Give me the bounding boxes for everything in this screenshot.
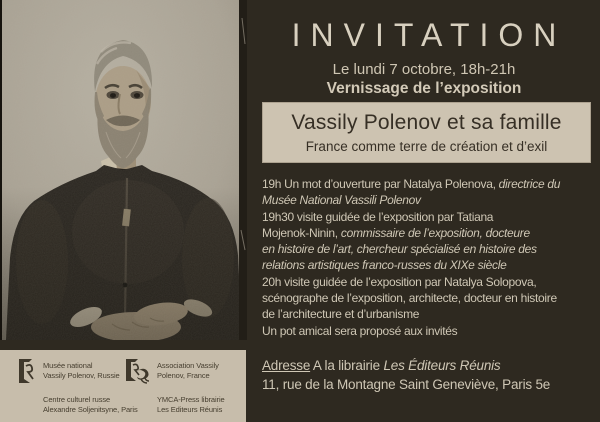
event-date: Le lundi 7 octobre, 18h-21h xyxy=(332,61,516,78)
program-line: de l’architecture et d’urbanisme xyxy=(262,307,420,322)
partner-ymca-press: YMCA-Press librairie Les Editeurs Réunis xyxy=(157,395,225,414)
address-line1: Adresse A la librairie Les Éditeurs Réunis xyxy=(262,358,501,373)
invitation-title: INVITATION xyxy=(291,17,567,53)
partner-centre-culturel: Centre culturel russe Alexandre Soljenitsyne, Paris xyxy=(43,395,138,414)
program-line: 20h visite guidée de l’exposition par Natalya Solopova, xyxy=(262,274,537,289)
partner-association: Association Vassily Polenov, France xyxy=(157,361,219,380)
address-label: Adresse xyxy=(262,358,311,373)
header xyxy=(248,0,600,98)
polenov-museum-logo xyxy=(15,357,39,385)
program-line: scénographe de l’exposition, architecte, docteur en histoire xyxy=(262,291,557,306)
portrait-photo xyxy=(0,0,247,340)
program-line: 19h30 visite guidée de l’exposition par Tatiana xyxy=(262,209,494,224)
partners-strip xyxy=(0,350,246,422)
program-line: Un pot amical sera proposé aux invités xyxy=(262,323,458,338)
program-line: Musée National Vassili Polenov xyxy=(262,193,421,208)
exhibition-title-box xyxy=(262,102,591,163)
program-line: relations artistiques franco-russes du XIXe siècle xyxy=(262,258,507,273)
exhibition-title: Vassily Polenov et sa famille xyxy=(291,111,562,134)
venue-name: Les Éditeurs Réunis xyxy=(383,358,501,373)
event-subtitle: Vernissage de l’exposition xyxy=(326,80,522,97)
program-line: en histoire de l’art, chercheur spécialisé en histoire des xyxy=(262,242,537,257)
program-line: 19h Un mot d’ouverture par Natalya Polenova, directrice du xyxy=(262,177,561,191)
exhibition-subtitle: France comme terre de création et d’exil xyxy=(305,139,548,154)
association-polenov-logo xyxy=(123,357,153,385)
address-line2: 11, rue de la Montagne Saint Geneviève, Paris 5e xyxy=(262,376,551,392)
vassily-polenov-portrait-photo xyxy=(0,0,247,340)
partner-museum: Musée national Vassily Polenov, Russie xyxy=(43,361,120,380)
address-block xyxy=(262,357,550,394)
programme-text xyxy=(262,176,560,339)
program-line: Mojenok-Ninin, commissaire de l’exposition, docteure xyxy=(262,225,530,240)
